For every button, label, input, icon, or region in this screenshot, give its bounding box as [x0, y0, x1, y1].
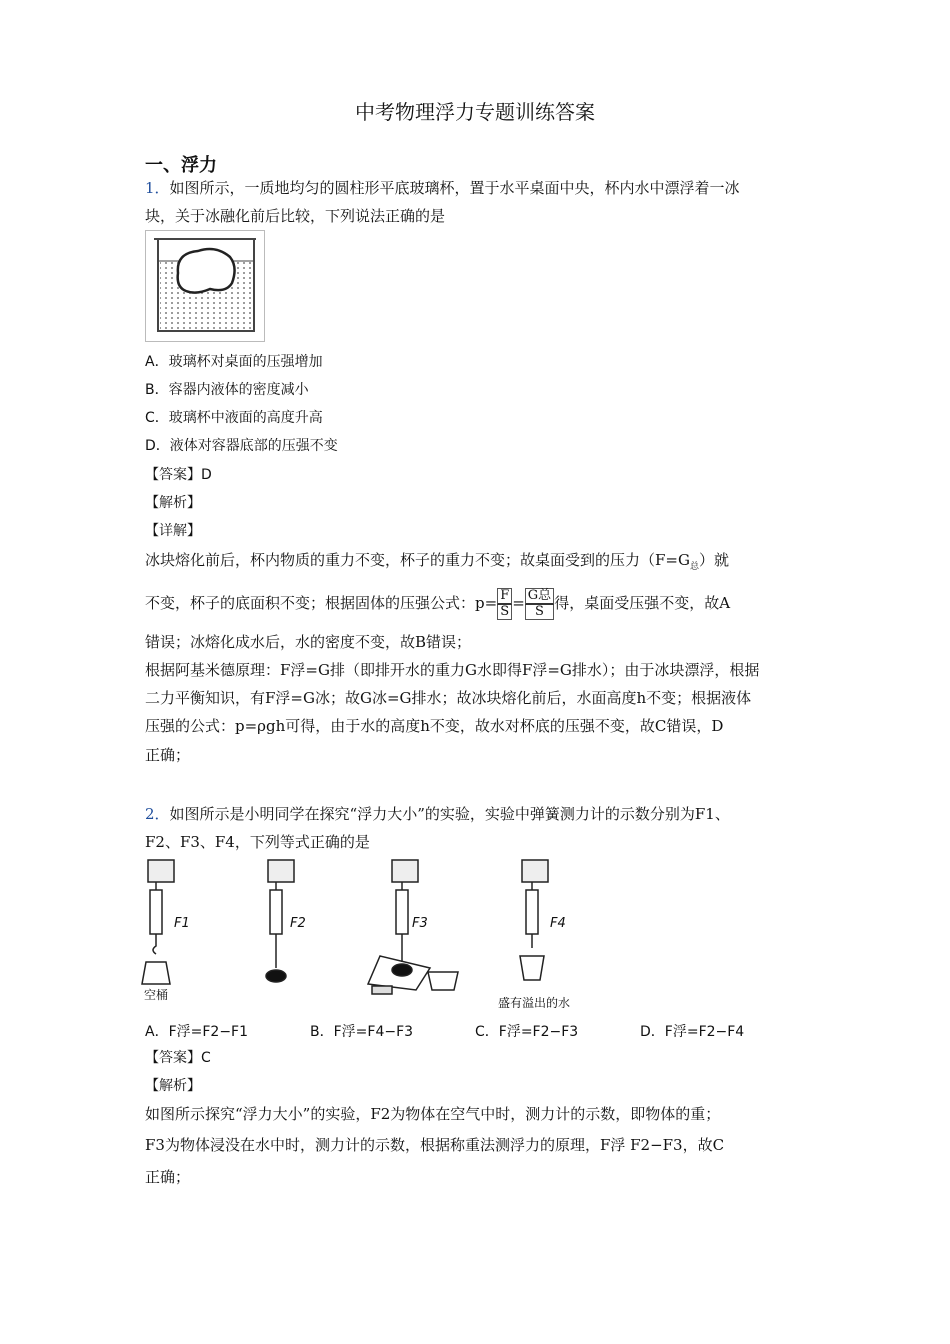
label-f4: F4 — [550, 916, 566, 931]
q1-detail-p6: 压强的公式：p=ρgh可得，由于水的高度h不变，故水对杯底的压强不变，故C错误，D — [145, 717, 724, 735]
q1-stem-line2: 块，关于冰融化前后比较，下列说法正确的是 — [145, 207, 446, 225]
fraction-f-over-s: $\frac{F}{S}$ — [497, 588, 512, 620]
q1-beaker-figure — [145, 230, 265, 342]
q1-option-a: A．玻璃杯对桌面的压强增加 — [145, 354, 323, 370]
q2-analysis-p1: 如图所示探究“浮力大小”的实验，F2为物体在空气中时，测力计的示数，即物体的重； — [145, 1105, 721, 1123]
q2-number: 2． — [145, 805, 170, 823]
q2-stem-line1: 2．如图所示是小明同学在探究“浮力大小”的实验，实验中弹簧测力计的示数分别为F1、 — [145, 805, 730, 823]
q1-detail-label: 【详解】 — [145, 523, 201, 539]
q2-experiment-figure — [140, 856, 580, 1014]
q2-option-b: B．F浮=F4−F3 — [310, 1024, 414, 1040]
caption-overflow-water: 盛有溢出的水 — [498, 996, 571, 1010]
q1-detail-p5: 二力平衡知识，有F浮=G冰；故G冰=G排水；故冰块熔化前后，水面高度h不变；根据液体 — [145, 689, 752, 707]
q2-stem-line2: F2、F3、F4，下列等式正确的是 — [145, 833, 370, 851]
fraction-g-over-s: $\frac{\text{G总}}{S}$ — [525, 588, 554, 620]
q1-detail-p2: 不变，杯子的底面积不变；根据固体的压强公式：p= $\frac{F}{S}$ = $\frac{\text{G总}}{S}$ 得，桌面受压强不变，故A — [145, 588, 731, 619]
spring-scale-experiment-icon — [140, 856, 580, 1014]
q2-analysis-p2: F3为物体浸没在水中时，测力计的示数，根据称重法测浮力的原理，F浮 F2−F3，故C — [145, 1136, 725, 1154]
q1-stem-line1: 1．如图所示，一质地均匀的圆柱形平底玻璃杯，置于水平桌面中央，杯内水中漂浮着一冰 — [145, 179, 740, 197]
beaker-icon — [146, 231, 264, 341]
q1-detail-p7: 正确； — [145, 746, 191, 764]
q1-analysis-label: 【解析】 — [145, 495, 201, 511]
q1-detail-p1: 冰块熔化前后，杯内物质的重力不变，杯子的重力不变；故桌面受到的压力$(F=G_总)$就 — [145, 551, 729, 572]
q2-option-c: C．F浮=F2−F3 — [475, 1024, 579, 1040]
q1-detail-p4: 根据阿基米德原理：F浮=G排（即排开水的重力G水即得F浮=G排水）；由于冰块漂浮，根据 — [145, 661, 760, 679]
q2-option-a: A．F浮=F2−F1 — [145, 1024, 249, 1040]
label-f2: F2 — [290, 916, 306, 931]
q1-option-d: D．液体对容器底部的压强不变 — [145, 438, 338, 454]
q2-analysis-label: 【解析】 — [145, 1078, 201, 1094]
q1-detail-p3: 错误；冰熔化成水后，水的密度不变，故B错误； — [145, 633, 472, 651]
q2-analysis-p3: 正确； — [145, 1168, 191, 1186]
label-f3: F3 — [412, 916, 428, 931]
label-f1: F1 — [174, 916, 190, 931]
page-title: 中考物理浮力专题训练答案 — [355, 100, 595, 124]
q1-number: 1． — [145, 179, 170, 197]
q1-option-b: B．容器内液体的密度减小 — [145, 382, 309, 398]
caption-empty-bucket: 空桶 — [144, 988, 169, 1002]
q2-answer: 【答案】C — [145, 1050, 211, 1066]
section-heading: 一、浮力 — [145, 155, 217, 176]
q2-option-d: D．F浮=F2−F4 — [640, 1024, 745, 1040]
q1-option-c: C．玻璃杯中液面的高度升高 — [145, 410, 323, 426]
q1-answer: 【答案】D — [145, 467, 212, 483]
